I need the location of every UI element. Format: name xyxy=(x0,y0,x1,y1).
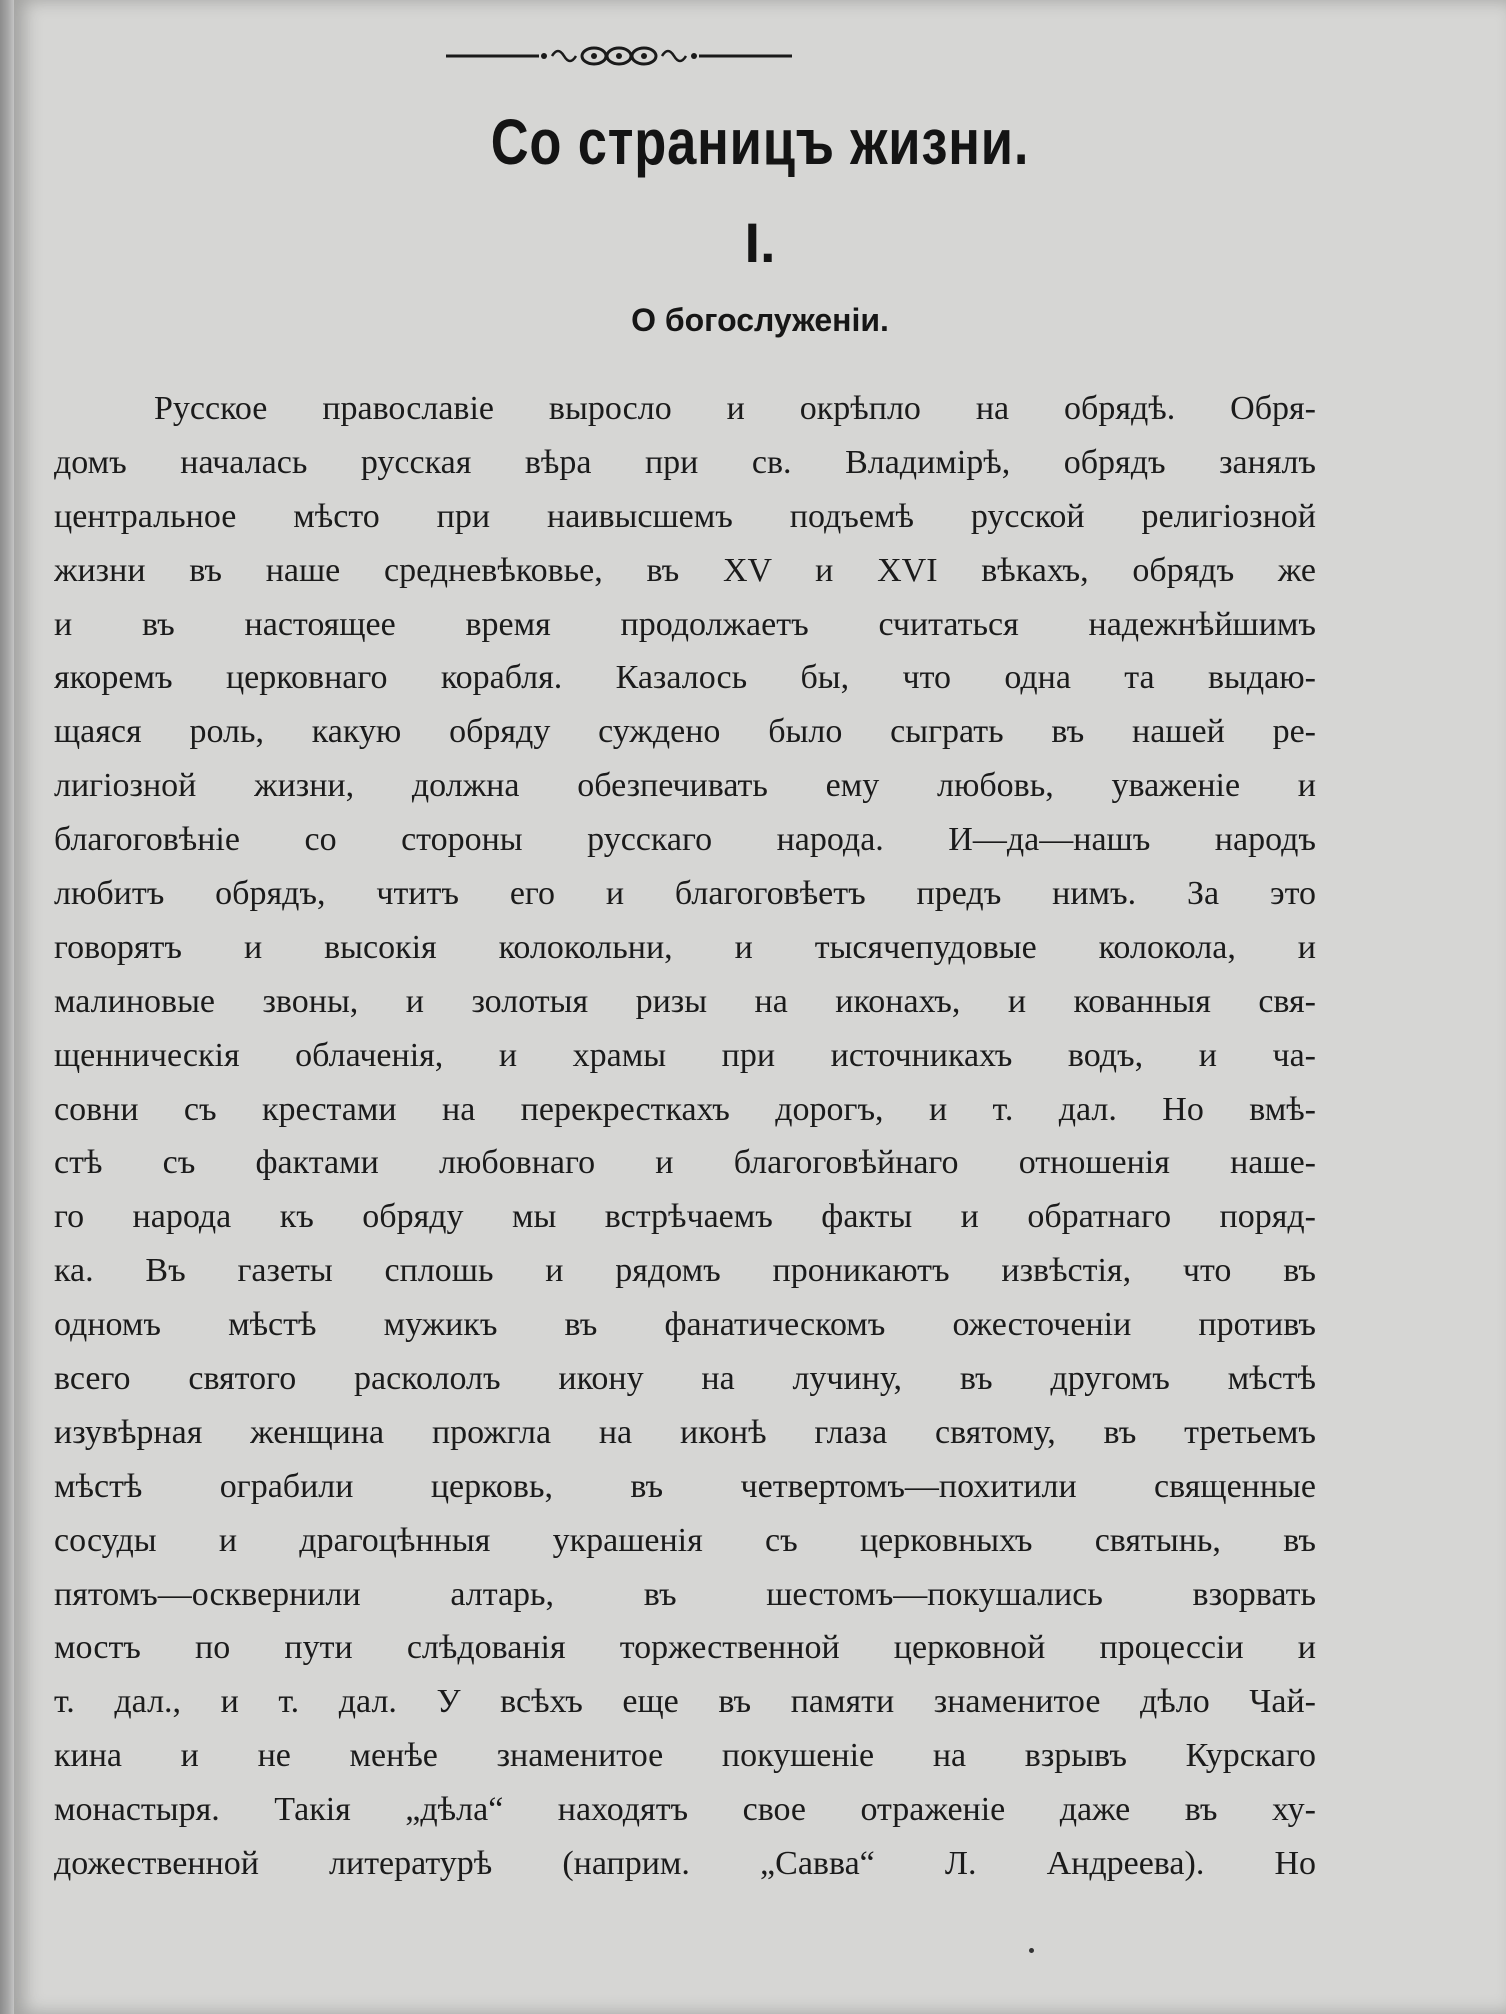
text-line: лигіозной жизни, должна обезпечивать ему любовь, уваженіе и xyxy=(54,767,1316,805)
text-line: одномъ мѣстѣ мужикъ въ фанатическомъ ожесточеніи противъ xyxy=(54,1306,1316,1344)
text-line: изувѣрная женщина прожгла на иконѣ глаза святому, въ третьемъ xyxy=(54,1413,1316,1451)
text-line: мостъ по пути слѣдованія торжественной церковной процессіи и xyxy=(54,1629,1316,1667)
text-line: го народа къ обряду мы встрѣчаемъ факты и обратнаго поряд- xyxy=(54,1198,1316,1236)
text-line: щаяся роль, какую обряду суждено было сыграть въ нашей ре- xyxy=(54,713,1316,751)
section-number: I. xyxy=(744,211,776,274)
text-line: т. дал., и т. дал. У всѣхъ еще въ памяти знаменитое дѣло Чай- xyxy=(54,1683,1316,1721)
text-line: кина и не менѣе знаменитое покушеніе на взрывъ Курскаго xyxy=(54,1737,1316,1775)
text-line: якоремъ церковнаго корабля. Казалось бы, что одна та выдаю- xyxy=(54,659,1316,697)
book-page xyxy=(14,0,1506,2014)
text-line: пятомъ—осквернили алтарь, въ шестомъ—покушались взорвать xyxy=(54,1575,1316,1613)
decorative-ornament-icon xyxy=(444,38,794,74)
text-line: сосуды и драгоцѣнныя украшенія съ церковныхъ святынь, въ xyxy=(54,1521,1316,1559)
text-line: говорятъ и высокія колокольни, и тысячепудовые колокола, и xyxy=(54,928,1316,966)
text-line: малиновые звоны, и золотыя ризы на иконахъ, и кованныя свя- xyxy=(54,982,1316,1020)
text-line: всего святого раскололъ икону на лучину, въ другомъ мѣстѣ xyxy=(54,1360,1316,1398)
text-line: домъ началась русская вѣра при св. Владимірѣ, обрядъ занялъ xyxy=(54,443,1316,481)
body-text xyxy=(54,382,1316,1891)
ink-speck xyxy=(1029,1948,1034,1953)
text-line: стѣ съ фактами любовнаго и благоговѣйнаго отношенія наше- xyxy=(54,1144,1316,1182)
text-line: щенническія облаченія, и храмы при источникахъ водъ, и ча- xyxy=(54,1036,1316,1074)
text-line: жизни въ наше средневѣковье, въ XV и XVI вѣкахъ, обрядъ же xyxy=(54,551,1316,589)
section-subtitle: О богослуженіи. xyxy=(631,302,889,338)
text-line: дожественной литературѣ (наприм. „Савва“ Л. Андреева). Но xyxy=(54,1845,1316,1883)
text-line: центральное мѣсто при наивысшемъ подъемѣ русской религіозной xyxy=(54,497,1316,535)
text-line: монастыря. Такія „дѣла“ находятъ свое отраженіе даже въ ху- xyxy=(54,1791,1316,1829)
text-line: благоговѣніе со стороны русскаго народа. И—да—нашъ народъ xyxy=(54,821,1316,859)
text-line: ка. Въ газеты сплошь и рядомъ проникаютъ извѣстія, что въ xyxy=(54,1252,1316,1290)
book-spine-shadow xyxy=(0,0,14,2014)
text-line: любитъ обрядъ, чтитъ его и благоговѣетъ предъ нимъ. За это xyxy=(54,875,1316,913)
page-title: Со страницъ жизни. xyxy=(490,106,1030,178)
text-line: мѣстѣ ограбили церковь, въ четвертомъ—похитили священные xyxy=(54,1467,1316,1505)
text-line: совни съ крестами на перекресткахъ дорогъ, и т. дал. Но вмѣ- xyxy=(54,1090,1316,1128)
text-line: Русское православіе выросло и окрѣпло на обрядѣ. Обря- xyxy=(154,390,1316,427)
text-line: и въ настоящее время продолжаетъ считаться надежнѣйшимъ xyxy=(54,605,1316,643)
